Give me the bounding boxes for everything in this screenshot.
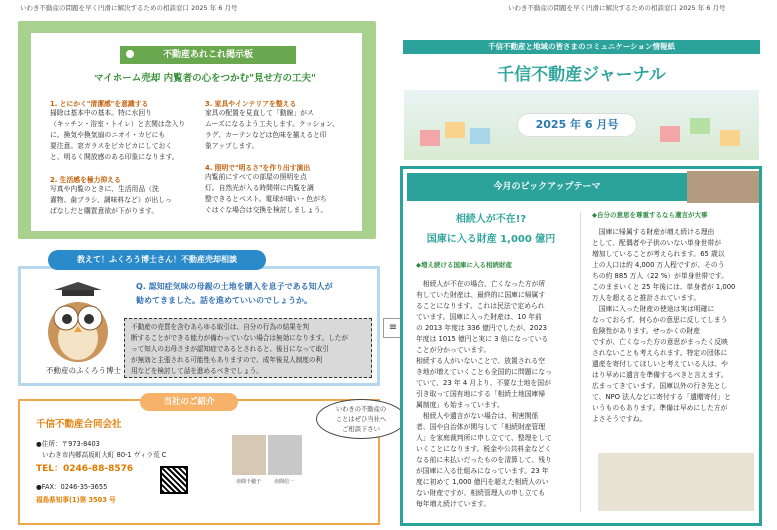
header-left: いわき不動産の問題を早く円滑に解決するための相談窓口 2025 年 6 月号 xyxy=(20,4,238,12)
section-heading: 2. 生活感を極力抑える xyxy=(50,176,121,184)
section-line: 象アップします。 xyxy=(205,142,259,150)
answer-line: 不動産の売買を含むあらゆる取引は、自分の行為の結果を判 xyxy=(131,323,310,331)
article-line: よさそうですね。 xyxy=(592,415,647,423)
section-line: 灯。自然光が入る時間帯に内覧を調 xyxy=(205,184,314,192)
article-line: 危険性があります。せっかくの財産 xyxy=(592,327,701,335)
journal-title: 千信不動産ジャーナル xyxy=(497,65,666,85)
article-line: 属制度」も始まっています。 xyxy=(416,401,504,409)
section-line: に。換気や換気扇のニオイ・カビにも xyxy=(50,131,166,139)
staff-name: 赤間千穂子 xyxy=(236,479,262,485)
answer-line: 用などを検討して話を進めるべきでしょう。 xyxy=(131,367,263,375)
article-line: このままいくと 25 年後には、単身者が 1,000 xyxy=(592,283,736,291)
article-line: ていて、23 年 4 月より、不要な土地を国が xyxy=(416,379,551,387)
section-heading: 1. とにかく"清潔感"を意識する xyxy=(50,100,149,108)
article-line: ない財産ですが、相続管理人の申し立ても xyxy=(416,489,546,497)
section-line: ぐはぐな場合は交換を検討しましょう。 xyxy=(205,206,328,214)
column-divider xyxy=(580,212,581,512)
board-section-4 xyxy=(205,162,357,216)
article-line: の 2013 年度は 336 億円でしたが、2023 xyxy=(416,324,547,332)
house-icon xyxy=(420,130,440,146)
section-heading: 4. 照明で"明るさ"を作り出す演出 xyxy=(205,164,311,172)
article-heading-2: 国庫に入る財産 1,000 億円 xyxy=(426,234,556,245)
article-line: ことが分かっています。 xyxy=(416,346,491,354)
bubble-line: いわきの不動産の xyxy=(335,406,387,413)
company-name: 千信不動産合同会社 xyxy=(36,419,122,430)
owl-question xyxy=(136,280,376,308)
article-line: 増加していることが考えられます。65 歳以 xyxy=(592,250,725,258)
answer-line: が無効と主張される可能性もありますので、成年後見人制度の利 xyxy=(131,356,323,364)
article-line: 広まってきています。国庫以外の行き先とし xyxy=(592,382,728,390)
document-photo xyxy=(598,453,754,511)
question-line: 勧めてきました。話を進めていいのでしょうか。 xyxy=(136,296,312,305)
article-line: いくことになります。税金や公共料金などく xyxy=(416,445,552,453)
house-icon xyxy=(660,126,680,142)
section-line: ぱなしだと購買意欲が下がります。 xyxy=(50,207,159,215)
article-line: ちの約 885 万人（22 %）が単身世帯です。 xyxy=(592,272,728,280)
article-line: 者、国や自治体が関与して「相続財産管理 xyxy=(416,423,546,431)
section-line: 整できるとベスト。電球が暗い・色がち xyxy=(205,195,327,203)
owl-icon xyxy=(40,282,116,364)
article-line: 国庫に帰属する財産が増え続ける理由 xyxy=(592,228,715,236)
header-right: いわき不動産の問題を早く円滑に解決するための相談窓口 2025 年 6 月号 xyxy=(508,4,726,12)
article-line: 遺産を寄付してほしいと考えている人は、や xyxy=(592,360,728,368)
article-line: されないことも考えられます。特定の団体に xyxy=(592,349,728,357)
article-line: ています。国庫に入った財産は、10 年前 xyxy=(416,313,542,321)
article-line: が国庫に入る仕組みになっています。23 年 xyxy=(416,467,549,475)
speech-bubble xyxy=(316,399,406,439)
owl-label: 不動産のふくろう博士 xyxy=(46,366,121,375)
bubble-line: ご相談下さい xyxy=(342,426,380,433)
article-line: て、NPO 法人などに寄付する「遺贈寄付」と xyxy=(592,393,731,401)
question-line: Q. 認知症気味の母親の土地を購入を息子である知人が xyxy=(136,282,333,291)
journal-band: 千信不動産と地域の皆さまのコミュニケーション情報紙 xyxy=(403,40,760,54)
section-line: ラグ、カーテンなどは色味を揃えると印 xyxy=(205,131,327,139)
journal-date: 2025 年 6 月号 xyxy=(517,113,637,137)
board-title: 不動産あれこれ掲示板 xyxy=(120,46,296,64)
company-tab: 当社のご紹介 xyxy=(140,393,238,411)
section-line: 家具の配置を見直して「動線」がス xyxy=(205,109,314,117)
owl-answer xyxy=(124,318,372,378)
article-line: き地が増えていくことも全国的に問題になっ xyxy=(416,368,552,376)
article-subhead: ◆増え続ける国庫に入る相続財産 xyxy=(416,261,512,269)
article-line: として、配偶者や子供のいない単身世帯が xyxy=(592,239,722,247)
article-line: ですが、亡くなった方の意思がまったく反映 xyxy=(592,338,728,346)
board-section-3 xyxy=(205,98,357,152)
article-col-1 xyxy=(416,260,576,510)
article-line: ることになります。これは民法で定められ xyxy=(416,302,545,310)
company-license: 福島県知事(1)第 3503 号 xyxy=(36,496,116,504)
board-subtitle: マイホーム売却 内覧者の心をつかむ"見せ方の工夫" xyxy=(93,73,317,84)
section-line: 内覧前にすべての部屋の照明を点 xyxy=(205,173,307,181)
article-line: なる前に未払いだったものを清算して、残り xyxy=(416,456,552,464)
staff-name: 赤間信一 xyxy=(274,479,295,485)
article-line: 引き取って国有地にする「相続土地国庫帰 xyxy=(416,390,546,398)
article-line: なっておらず、何らかの意思に反してしまう xyxy=(592,316,728,324)
house-icon xyxy=(720,130,740,146)
article-line: 相続人が不在の場合、亡くなった方が所 xyxy=(416,280,546,288)
company-address-label: ●住所：〒973-8403 xyxy=(36,440,100,448)
article-line: 度に初めて 1,000 億円を超えた相続人のい xyxy=(416,478,549,486)
article-line: 毎年増え続けています。 xyxy=(416,500,491,508)
section-heading: 3. 家具やインテリアを整える xyxy=(205,100,297,108)
article-line: 人」を家庭裁判所に申し立てて、整理をして xyxy=(416,434,552,442)
article-line: 有していた財産は、最終的に国庫に帰属す xyxy=(416,291,546,299)
answer-line: って知人のお母さまが認知症であるとされると、後日になって取引 xyxy=(131,345,329,353)
section-line: と、明るく開放感のある印象になります。 xyxy=(50,153,179,161)
owl-banner: 教えて！ふくろう博士さん！不動産売却相談 xyxy=(48,250,266,270)
pickup-theme: 今月のピックアップテーマ xyxy=(407,173,687,201)
house-icon xyxy=(445,122,465,138)
board-section-1 xyxy=(50,98,200,163)
staff-photo xyxy=(268,435,302,475)
section-line: （キッチン・浴室・トイレ）と玄関は念入り xyxy=(50,120,186,128)
company-address: いわき市内郷高坂町大町 80-1 ヴィラ荒 C xyxy=(42,451,167,459)
house-icon xyxy=(470,128,490,144)
article-line: 国庫に入った財産の使途は実は明確に xyxy=(592,305,715,313)
section-line: 濯物、歯ブラシ、調味料など）が出しっ xyxy=(50,196,172,204)
pickup-photo xyxy=(687,171,759,203)
article-line: 年度は 1015 億円と実に 3 倍になっている xyxy=(416,335,549,343)
text-wrap-icon[interactable]: ≡ xyxy=(383,318,403,338)
article-line: 相続する人がいないことで、放置される空 xyxy=(416,357,546,365)
company-tel: TEL：0246-88-8576 xyxy=(36,464,134,474)
staff-photo xyxy=(232,435,266,475)
article-line: 相続人や遺言がない場合は、利害関係 xyxy=(416,412,539,420)
article-line: いうものもあります。準備は早めにした方が xyxy=(592,404,728,412)
bubble-line: ことはぜひ当社へ xyxy=(335,416,387,423)
board-section-2 xyxy=(50,174,200,217)
qr-code-icon xyxy=(160,466,188,494)
section-line: 要注意。窓ガラスをピカピカにしておく xyxy=(50,142,173,150)
article-heading: 相続人が不在!? xyxy=(455,214,527,225)
article-line: はり早めに遺言を準備するべきと言えます。 xyxy=(592,371,728,379)
article-subhead: ◆自分の意思を尊重するなら遺言が大事 xyxy=(592,211,708,219)
section-line: 掃除は基本中の基本。特に水回り xyxy=(50,109,152,117)
pin-icon xyxy=(126,50,134,58)
answer-line: 断することができる能力が備わっていない場合は無効になります。したが xyxy=(131,334,348,342)
section-line: 写真や内覧のときに、生活用品（洗 xyxy=(50,185,159,193)
company-fax: ●FAX：0246-35-3655 xyxy=(36,483,108,491)
article-col-2 xyxy=(592,210,754,425)
article-line: 万人を超えると推計されています。 xyxy=(592,294,701,302)
section-line: ムーズになるよう工夫します。クッション、 xyxy=(205,120,340,128)
article-line: 上の人口は約 4,000 万人程ですが、そのう xyxy=(592,261,725,269)
house-icon xyxy=(690,118,710,134)
